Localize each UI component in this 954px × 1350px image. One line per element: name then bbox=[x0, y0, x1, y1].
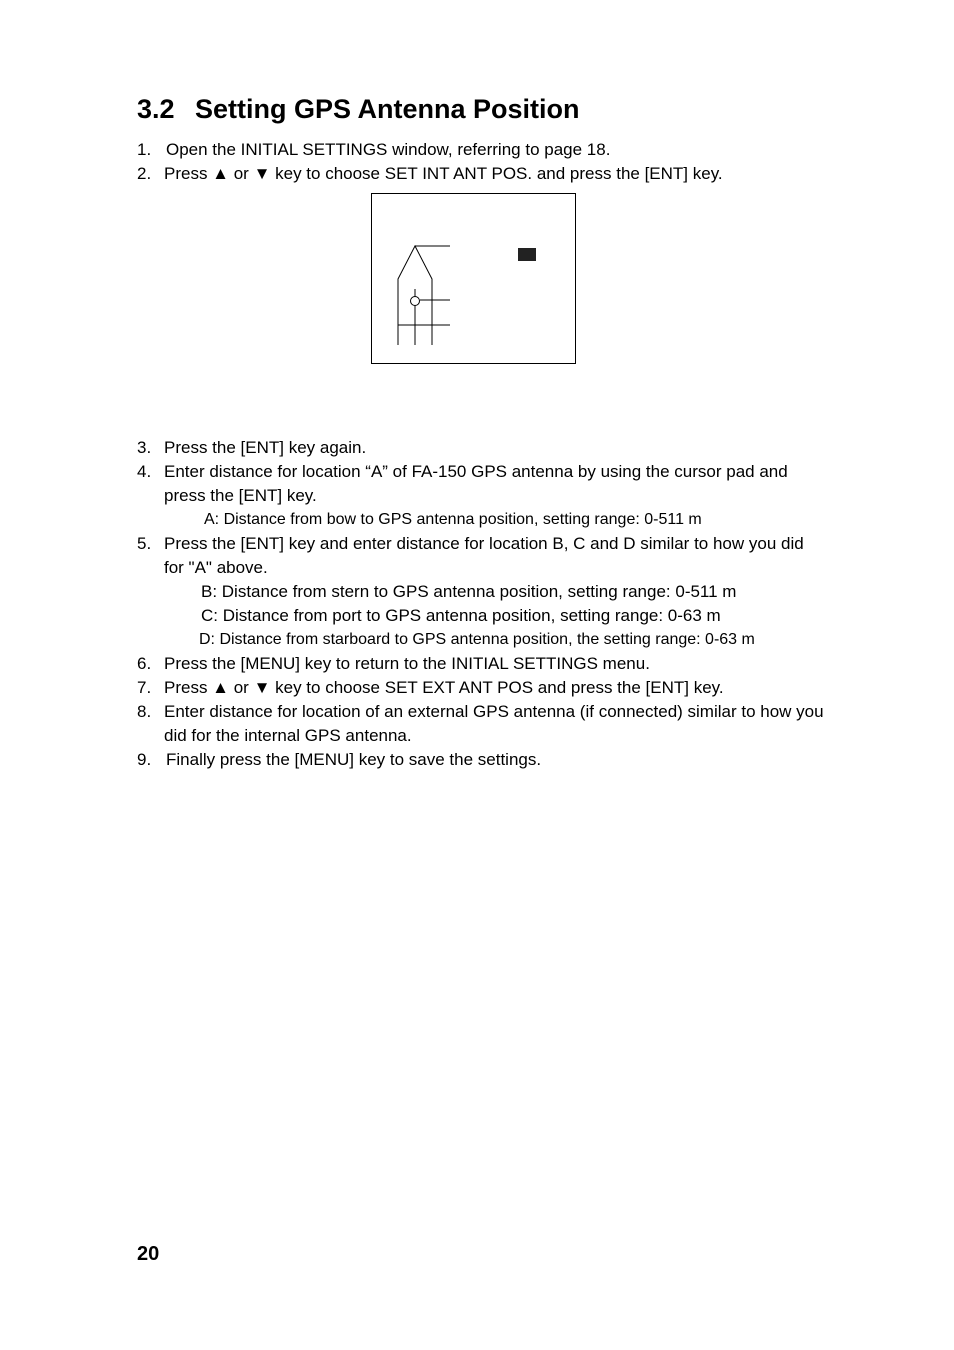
step-text: Press the [ENT] key again. bbox=[164, 438, 367, 457]
step-text: Finally press the [MENU] key to save the settings. bbox=[166, 750, 542, 769]
instruction-list-top bbox=[137, 138, 827, 186]
page-number: 20 bbox=[137, 1243, 160, 1265]
range-note-a: A: Distance from bow to GPS antenna position, setting range: 0-511 m bbox=[204, 511, 702, 528]
step-number: 9. bbox=[137, 750, 152, 769]
step-number: 3. bbox=[137, 438, 152, 457]
list-item bbox=[137, 436, 827, 460]
step-text: Enter distance for location of an external GPS antenna (if connected) similar to how you did for the internal GPS antenna. bbox=[164, 702, 824, 745]
list-item bbox=[137, 138, 827, 162]
range-note-d: D: Distance from starboard to GPS antenna position, the setting range: 0-63 m bbox=[199, 631, 755, 648]
cursor-block bbox=[518, 248, 536, 261]
step-text: Press the [ENT] key and enter distance for location B, C and D similar to how you did for "A" above. bbox=[164, 534, 804, 577]
step-number: 4. bbox=[137, 462, 152, 481]
antenna-marker-icon bbox=[411, 297, 420, 306]
antenna-position-screen-figure bbox=[371, 193, 576, 364]
list-item bbox=[137, 700, 827, 748]
step-number: 1. bbox=[137, 140, 152, 159]
list-item bbox=[137, 748, 827, 772]
section-title: Setting GPS Antenna Position bbox=[195, 94, 580, 124]
step-text: Enter distance for location “A” of FA-150 GPS antenna by using the cursor pad and press the [ENT] key. bbox=[164, 462, 788, 505]
section-heading bbox=[137, 90, 580, 128]
range-note-c: C: Distance from port to GPS antenna position, setting range: 0-63 m bbox=[201, 606, 721, 625]
boat-outline-diagram bbox=[372, 194, 577, 365]
list-item bbox=[137, 676, 827, 700]
range-note-b: B: Distance from stern to GPS antenna position, setting range: 0-511 m bbox=[201, 582, 737, 601]
step-text: Press the [MENU] key to return to the INITIAL SETTINGS menu. bbox=[164, 654, 650, 673]
step-number: 6. bbox=[137, 654, 152, 673]
section-number: 3.2 bbox=[137, 94, 175, 124]
list-item bbox=[137, 652, 827, 676]
instruction-list-bottom bbox=[137, 436, 827, 772]
step-number: 7. bbox=[137, 678, 152, 697]
step-number: 8. bbox=[137, 702, 152, 721]
list-item bbox=[137, 532, 827, 580]
step-number: 2. bbox=[137, 164, 152, 183]
step-text: Open the INITIAL SETTINGS window, referring to page 18. bbox=[166, 140, 611, 159]
step-number: 5. bbox=[137, 534, 152, 553]
list-item bbox=[137, 460, 827, 508]
step-text: Press ▲ or ▼ key to choose SET EXT ANT POS and press the [ENT] key. bbox=[164, 678, 724, 697]
list-item bbox=[137, 162, 827, 186]
step-text: Press ▲ or ▼ key to choose SET INT ANT POS. and press the [ENT] key. bbox=[164, 164, 723, 183]
